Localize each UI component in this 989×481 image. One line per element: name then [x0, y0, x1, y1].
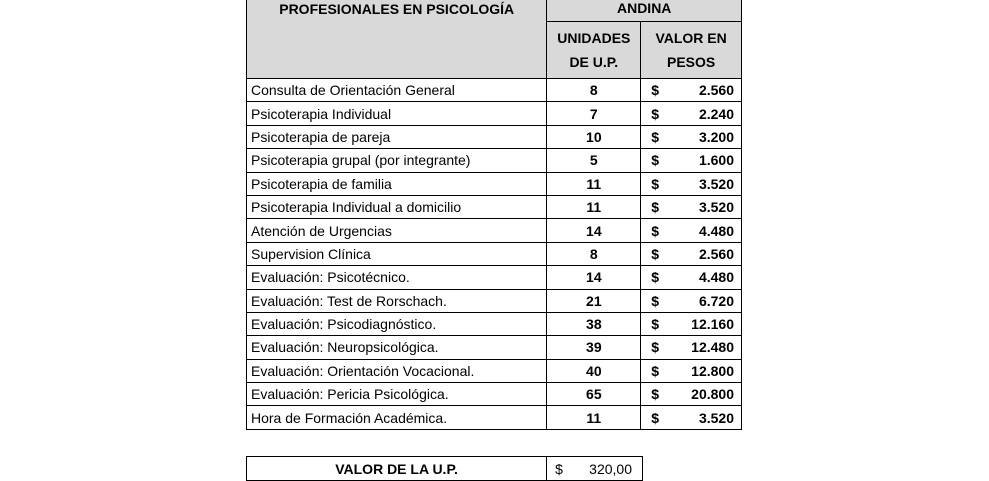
up-value-table: [246, 456, 643, 481]
currency-symbol: $: [651, 222, 660, 239]
table-row: [247, 336, 742, 359]
table-row: [247, 266, 742, 289]
service-value: [641, 125, 742, 148]
table-row: [247, 219, 742, 242]
currency-symbol: $: [651, 292, 660, 309]
table-row: [247, 242, 742, 265]
value-amount: 12.800: [691, 362, 734, 379]
service-value: [641, 312, 742, 335]
table-row: [247, 195, 742, 218]
service-units: 65: [547, 383, 641, 406]
service-value: [641, 289, 742, 312]
service-units: 40: [547, 359, 641, 382]
currency-symbol: $: [651, 316, 660, 333]
currency-symbol: $: [651, 386, 660, 403]
currency-symbol: $: [651, 339, 660, 356]
currency-symbol: $: [651, 128, 660, 145]
service-units: 8: [547, 242, 641, 265]
value-amount: 3.200: [698, 128, 734, 145]
table-row: [247, 79, 742, 102]
currency-symbol: $: [651, 409, 660, 426]
service-name: Hora de Formación Académica.: [247, 406, 547, 429]
service-units: 14: [547, 219, 641, 242]
service-value: [641, 149, 742, 172]
service-value: [641, 79, 742, 102]
service-name: Evaluación: Orientación Vocacional.: [247, 359, 547, 382]
service-value: [641, 359, 742, 382]
units-column-header: [547, 22, 641, 79]
value-header-line2: PESOS: [666, 54, 716, 70]
service-name: Evaluación: Psicodiagnóstico.: [247, 312, 547, 335]
service-units: 38: [547, 312, 641, 335]
value-amount: 1.600: [698, 152, 734, 169]
value-amount: 2.560: [698, 245, 734, 262]
service-units: 11: [547, 172, 641, 195]
service-units: 8: [547, 79, 641, 102]
service-units: 11: [547, 406, 641, 429]
value-amount: 3.520: [698, 409, 734, 426]
table-row: [247, 289, 742, 312]
currency-symbol: $: [651, 105, 660, 122]
currency-symbol: $: [651, 82, 660, 99]
units-header-line2: DE U.P.: [569, 54, 619, 70]
service-value: [641, 406, 742, 429]
service-name: Evaluación: Neuropsicológica.: [247, 336, 547, 359]
service-units: 11: [547, 195, 641, 218]
currency-symbol: $: [651, 362, 660, 379]
service-units: 14: [547, 266, 641, 289]
up-value-amount: 320,00: [589, 460, 632, 477]
service-name: Atención de Urgencias: [247, 219, 547, 242]
currency-symbol: $: [651, 175, 660, 192]
service-name: Psicoterapia grupal (por integrante): [247, 149, 547, 172]
service-units: 39: [547, 336, 641, 359]
service-value: [641, 102, 742, 125]
table-row: [247, 172, 742, 195]
value-amount: 3.520: [698, 199, 734, 216]
value-amount: 2.240: [698, 105, 734, 122]
table-row: [247, 102, 742, 125]
service-name: Psicoterapia Individual: [247, 102, 547, 125]
group-header: ANDINA: [547, 0, 742, 22]
service-value: [641, 336, 742, 359]
value-amount: 2.560: [698, 82, 734, 99]
service-value: [641, 383, 742, 406]
value-header-line1: VALOR EN: [655, 30, 727, 46]
service-units: 7: [547, 102, 641, 125]
currency-symbol: $: [651, 245, 660, 262]
table-row: [247, 383, 742, 406]
value-amount: 4.480: [698, 269, 734, 286]
table-body: [247, 79, 742, 430]
value-amount: 12.160: [691, 316, 734, 333]
service-units: 5: [547, 149, 641, 172]
currency-symbol: $: [651, 152, 660, 169]
service-name: Evaluación: Pericia Psicológica.: [247, 383, 547, 406]
service-value: [641, 195, 742, 218]
header-row-top: [247, 0, 742, 22]
table-row: [247, 149, 742, 172]
service-name: Psicoterapia Individual a domicilio: [247, 195, 547, 218]
table-row: [247, 406, 742, 429]
fee-table: [246, 0, 742, 430]
service-name: Evaluación: Test de Rorschach.: [247, 289, 547, 312]
service-value: [641, 266, 742, 289]
value-amount: 4.480: [698, 222, 734, 239]
service-name: Consulta de Orientación General: [247, 79, 547, 102]
service-name: Supervision Clínica: [247, 242, 547, 265]
table-row: [247, 359, 742, 382]
service-name: Evaluación: Psicotécnico.: [247, 266, 547, 289]
service-name: Psicoterapia de familia: [247, 172, 547, 195]
units-header-line1: UNIDADES: [557, 30, 631, 46]
service-units: 21: [547, 289, 641, 312]
value-amount: 6.720: [698, 292, 734, 309]
table-title: PROFESIONALES EN PSICOLOGÍA: [247, 0, 547, 79]
up-value-row: [247, 457, 643, 481]
up-currency-symbol: $: [555, 460, 563, 477]
up-value-cell: [547, 457, 643, 481]
up-value-label: VALOR DE LA U.P.: [247, 457, 547, 481]
value-amount: 3.520: [698, 175, 734, 192]
value-amount: 12.480: [691, 339, 734, 356]
service-name: Psicoterapia de pareja: [247, 125, 547, 148]
service-value: [641, 172, 742, 195]
service-value: [641, 219, 742, 242]
table-row: [247, 312, 742, 335]
currency-symbol: $: [651, 269, 660, 286]
service-value: [641, 242, 742, 265]
value-amount: 20.800: [691, 386, 734, 403]
service-units: 10: [547, 125, 641, 148]
table-row: [247, 125, 742, 148]
value-column-header: [641, 22, 742, 79]
currency-symbol: $: [651, 199, 660, 216]
